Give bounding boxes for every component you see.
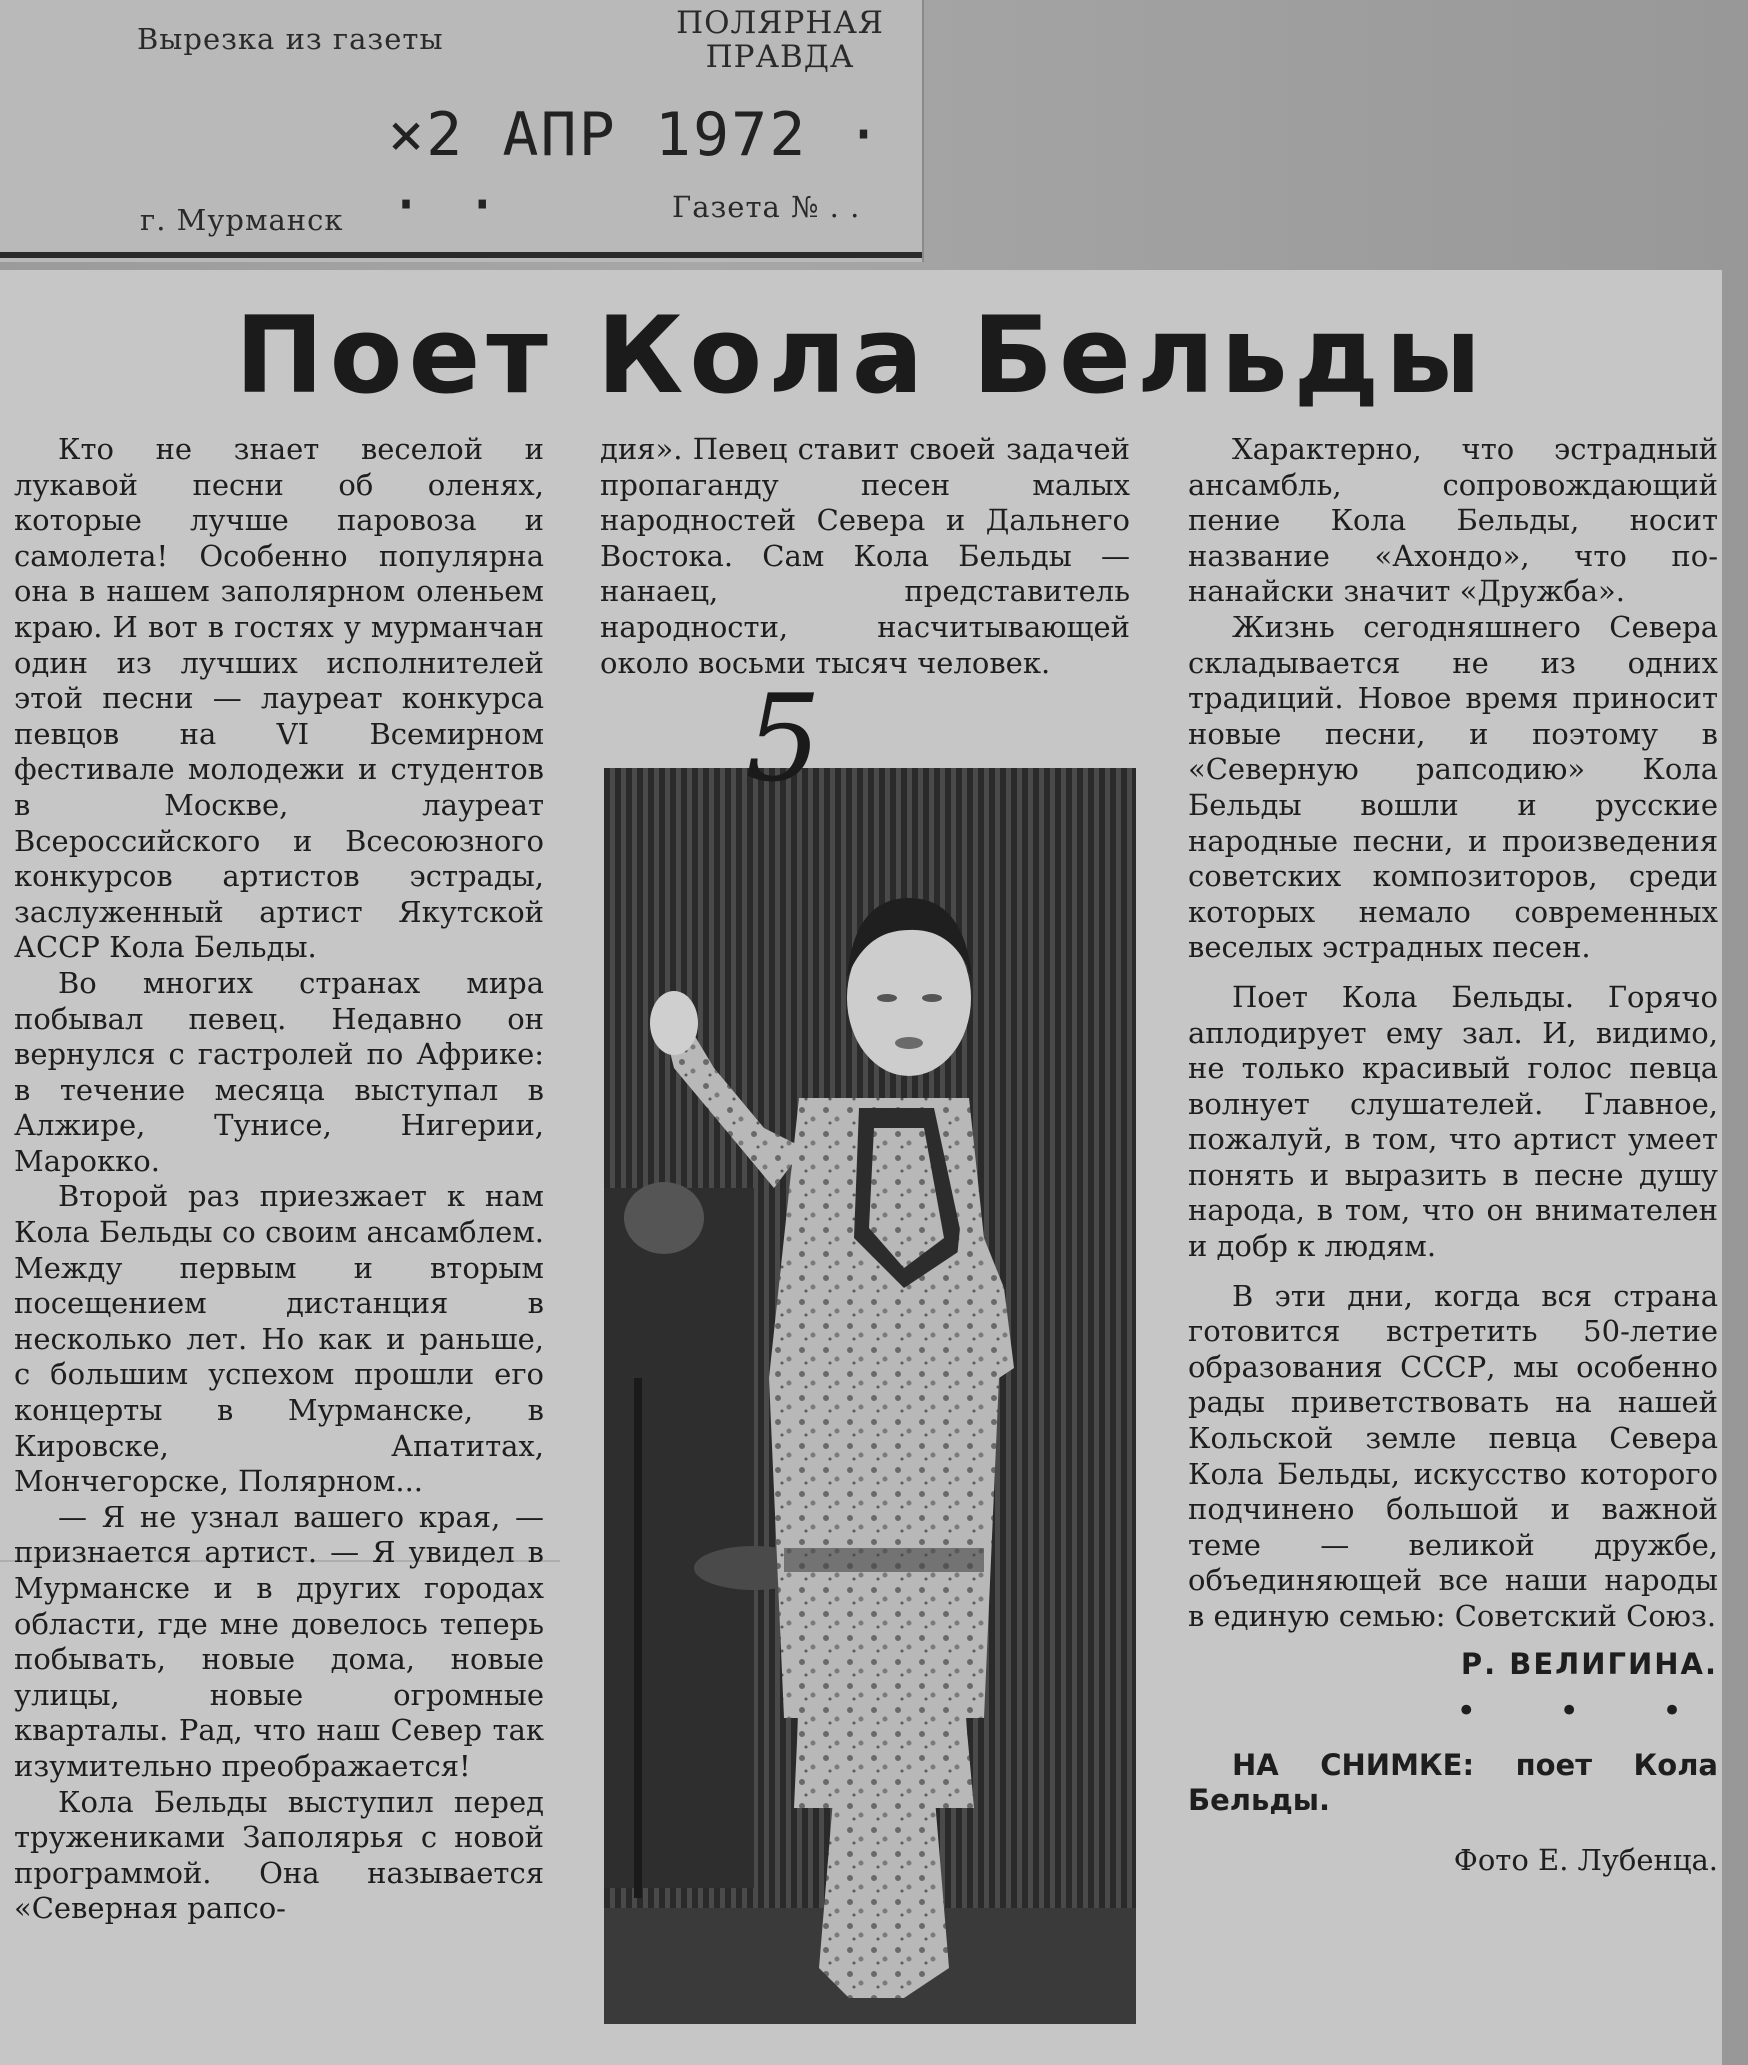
- singer-figure-illustration: [604, 768, 1136, 2024]
- separator-dots: • • •: [1456, 1691, 1718, 1732]
- stamp-divider: [0, 252, 922, 258]
- article-column-2: [600, 432, 1130, 681]
- photo-credit: Фото Е. Лубенца.: [1453, 1842, 1718, 1877]
- paragraph: В эти дни, когда вся страна готовится встретить 50-летие образования СССР, мы особенно рады приветствовать на нашей Кольской земле певца Севера Кола Бельды, искусство которого подчинено большой и важной теме — великой дружбе, объединяющей все наши народы в единую семью: Советский Союз.: [1188, 1278, 1718, 1633]
- paragraph: Характерно, что эстрадный ансамбль, сопровождающий пение Кола Бельды, носит название «Ахондо», что по-нанайски значит «Дружба».: [1188, 432, 1718, 609]
- clipping-stamp-label: [0, 0, 924, 262]
- singer-photograph: [604, 768, 1136, 2024]
- photo-caption: НА СНИМКЕ: поет Кола Бельды.: [1188, 1747, 1718, 1818]
- newspaper-number-label: Газета № . .: [672, 190, 861, 224]
- paragraph: Во многих странах мира побывал певец. Недавно он вернулся с гастролей по Африке: в течение месяца выступал в Алжире, Тунисе, Нигерии, Марокко.: [14, 965, 544, 1178]
- paragraph: Кола Бельды выступил перед тружениками Заполярья с новой программой. Она называется «Северная рапсо-: [14, 1784, 544, 1926]
- clipping-label: Вырезка из газеты: [137, 22, 444, 56]
- paragraph: Кто не знает веселой и лукавой песни об оленях, которые лучше паровоза и самолета! Особенно популярна она в нашем заполярном оленьем краю. И вот в гостях у мурманчан один из лучших исполнителей этой песни — лауреат конкурса певцов на VI Всемирном фестивале молодежи и студентов в Москве, лауреат Всероссийского и Всесоюзного конкурсов артистов эстрады, заслуженный артист Якутской АССР Кола Бельды.: [14, 432, 544, 965]
- paragraph: — Я не узнал вашего края, — признается артист. — Я увидел в Мурманске и в других городах области, где мне довелось теперь побывать, новые дома, новые улицы, новые огромные кварталы. Рад, что наш Север так изумительно преображается!: [14, 1499, 544, 1783]
- paragraph: Жизнь сегодняшнего Севера складывается не из одних традиций. Новое время приносит новые песни, и поэтому в «Северную рапсодию» Кола Бельды вошли и русские народные песни, и произведения советских композиторов, среди которых немало современных веселых эстрадных песен.: [1188, 609, 1718, 965]
- paragraph: Поет Кола Бельды. Горячо аплодирует ему зал. И, видимо, не только красивый голос певца волнует слушателей. Главное, пожалуй, в том, что артист умеет понять и выразить в песне душу народа, в том, что он внимателен и добр к людям.: [1188, 979, 1718, 1264]
- paragraph: дия». Певец ставит своей задачей пропаганду песен малых народностей Севера и Дальнего Востока. Сам Кола Бельды — нанаец, представитель народности, насчитывающей около восьми тысяч человек.: [600, 432, 1130, 680]
- newspaper-name: ПОЛЯРНАЯ ПРАВДА: [676, 5, 884, 75]
- article-column-1: [14, 432, 544, 1927]
- city-label: г. Мурманск: [140, 203, 344, 237]
- article-column-3: [1188, 432, 1718, 1879]
- paper-fold-line: [0, 1560, 560, 1562]
- article-author: Р. ВЕЛИГИНА.: [1460, 1646, 1718, 1681]
- handwritten-page-number: 5: [745, 670, 822, 809]
- date-stamp: ×2 АПР 1972 · · ·: [388, 100, 884, 240]
- paragraph: Второй раз приезжает к нам Кола Бельды со своим ансамблем. Между первым и вторым посещением дистанция в несколько лет. Но как и раньше, с большим успехом прошли его концерты в Мурманске, в Кировске, Апатитах, Мончегорске, Полярном...: [14, 1179, 544, 1499]
- article-title: Поет Кола Бельды: [234, 294, 1488, 417]
